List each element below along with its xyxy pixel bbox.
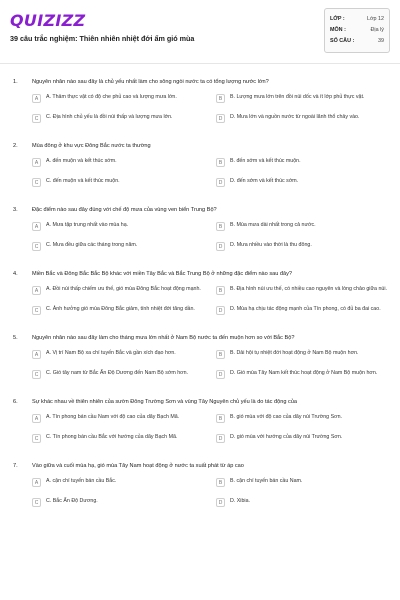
option-text: B. Dải hội tụ nhiệt đới hoạt động ở Nam Bộ muộn hơn. (230, 350, 359, 356)
info-value: Địa lý (370, 27, 384, 33)
document-title: 39 câu trắc nghiệm: Thiên nhiên nhiệt đới ẩm gió mùa (10, 34, 195, 43)
question-header (10, 398, 390, 406)
answer-option[interactable] (32, 114, 206, 128)
question-text: Vào giữa và cuối mùa hạ, gió mùa Tây Nam hoạt động ở nước ta xuất phát từ áp cao (32, 463, 244, 469)
option-text: B. gió mùa với độ cao của dãy núi Trường Sơn. (230, 414, 343, 420)
answer-option[interactable] (216, 434, 390, 448)
question-header (10, 334, 390, 342)
option-text: C. Địa hình chủ yếu là đồi núi thấp và lượng mưa lớn. (46, 114, 173, 120)
question-item (10, 78, 390, 128)
option-text: B. Địa hình núi ưu thế, có nhiều cao nguyên và lòng chảo giữa núi. (230, 286, 387, 292)
answer-option[interactable] (216, 306, 390, 320)
answer-option[interactable] (32, 350, 206, 364)
question-header (10, 142, 390, 150)
option-letter-box[interactable]: A (32, 350, 41, 359)
question-text: Sự khác nhau về thiên nhiên của sườn Đông Trường Sơn và vùng Tây Nguyên chủ yếu là do tác động của (32, 399, 298, 405)
option-text: C. Bắc Ấn Độ Dương. (46, 498, 98, 504)
option-letter-box[interactable]: B (216, 478, 225, 487)
option-letter-box[interactable]: B (216, 158, 225, 167)
option-text: C. Mưa đều giữa các tháng trong năm. (46, 242, 138, 248)
option-letter-box[interactable]: A (32, 286, 41, 295)
option-text: B. Lượng mưa lớn trên đồi núi dốc và ít lớp phủ thực vật. (230, 94, 365, 100)
option-letter-box[interactable]: C (32, 114, 41, 123)
option-letter-box[interactable]: D (216, 242, 225, 251)
answer-options (10, 350, 390, 384)
answer-option[interactable] (216, 94, 390, 108)
option-letter-box[interactable]: D (216, 370, 225, 379)
question-number: 5. (13, 335, 18, 341)
info-row-subject (330, 27, 384, 34)
answer-option[interactable] (32, 414, 206, 428)
answer-option[interactable] (32, 242, 206, 256)
option-letter-box[interactable]: D (216, 114, 225, 123)
option-text: B. Mùa mưa dài nhất trong cả nước. (230, 222, 316, 228)
answer-option[interactable] (216, 222, 390, 236)
option-letter-box[interactable]: C (32, 370, 41, 379)
question-number: 4. (13, 271, 18, 277)
question-item (10, 206, 390, 256)
answer-option[interactable] (216, 242, 390, 256)
option-letter-box[interactable]: D (216, 498, 225, 507)
option-text: A. Tín phong bán cầu Nam với độ cao của dãy Bạch Mã. (46, 414, 180, 420)
answer-option[interactable] (32, 306, 206, 320)
option-text: B. cận chí tuyến bán cầu Nam. (230, 478, 303, 484)
question-item (10, 334, 390, 384)
option-letter-box[interactable]: C (32, 306, 41, 315)
option-letter-box[interactable]: D (216, 306, 225, 315)
answer-options (10, 158, 390, 192)
option-text: A. Vị trí Nam Bộ xa chí tuyến Bắc và gần xích đạo hơn. (46, 350, 176, 356)
option-letter-box[interactable]: C (32, 434, 41, 443)
info-label: SỐ CÂU : (330, 38, 355, 44)
info-box (324, 8, 390, 53)
question-text: Nguyên nhân nào sau đây là chủ yếu nhất làm cho sông ngòi nước ta có tổng lượng nước lớn? (32, 79, 269, 85)
info-label: MÔN : (330, 27, 346, 33)
question-number: 2. (13, 143, 18, 149)
answer-option[interactable] (216, 350, 390, 364)
answer-options (10, 478, 390, 512)
header-divider (0, 63, 400, 64)
question-header (10, 462, 390, 470)
answer-option[interactable] (216, 414, 390, 428)
option-text: A. Thảm thực vật có độ che phủ cao và lượng mưa lớn. (46, 94, 177, 100)
question-header (10, 206, 390, 214)
question-number: 7. (13, 463, 18, 469)
question-text: Đặc điểm nào sau đây đúng với chế độ mưa của vùng ven biển Trung Bộ? (32, 207, 217, 213)
info-row-grade (330, 16, 384, 23)
option-letter-box[interactable]: A (32, 222, 41, 231)
option-text: D. Mưa lớn và nguồn nước từ ngoài lãnh thổ chảy vào. (230, 114, 360, 120)
answer-option[interactable] (32, 222, 206, 236)
answer-option[interactable] (216, 478, 390, 492)
option-text: D. Xibia. (230, 498, 251, 504)
header-left (10, 8, 194, 43)
answer-options (10, 414, 390, 448)
option-text: D. Mùa hạ chịu tác động mạnh của Tín phong, có đủ ba đai cao. (230, 306, 381, 312)
option-letter-box[interactable]: A (32, 94, 41, 103)
answer-options (10, 286, 390, 320)
option-text: C. đến muộn và kết thúc muộn. (46, 178, 120, 184)
option-letter-box[interactable]: A (32, 414, 41, 423)
option-letter-box[interactable]: C (32, 242, 41, 251)
answer-option[interactable] (32, 158, 206, 172)
answer-option[interactable] (32, 434, 206, 448)
option-letter-box[interactable]: A (32, 478, 41, 487)
question-item (10, 142, 390, 192)
question-number: 1. (13, 79, 18, 85)
question-number: 6. (13, 399, 18, 405)
option-letter-box[interactable]: B (216, 94, 225, 103)
option-letter-box[interactable]: D (216, 178, 225, 187)
option-text: C. Gió tây nam từ Bắc Ấn Độ Dương đến Nam Bộ sớm hơn. (46, 370, 189, 376)
worksheet-header (10, 8, 390, 53)
answer-option[interactable] (216, 178, 390, 192)
answer-option[interactable] (216, 286, 390, 300)
answer-option[interactable] (32, 478, 206, 492)
info-row-question-count (330, 38, 384, 45)
option-letter-box[interactable]: B (216, 350, 225, 359)
info-value: Lớp 12 (366, 16, 384, 22)
option-text: B. đến sớm và kết thúc muộn. (230, 158, 301, 164)
quizizz-logo: QUIZIZZ (10, 11, 86, 30)
info-value: 39 (378, 38, 384, 44)
answer-option[interactable] (32, 94, 206, 108)
answer-option[interactable] (32, 370, 206, 384)
option-letter-box[interactable]: C (32, 178, 41, 187)
question-header (10, 78, 390, 86)
answer-option[interactable] (32, 498, 206, 512)
question-list (10, 78, 390, 512)
question-item (10, 270, 390, 320)
option-letter-box[interactable]: B (216, 222, 225, 231)
answer-options (10, 94, 390, 128)
question-item (10, 398, 390, 448)
option-letter-box[interactable]: C (32, 498, 41, 507)
question-item (10, 462, 390, 512)
answer-options (10, 222, 390, 256)
question-text: Miền Bắc và Đông Bắc Bắc Bộ khác với miền Tây Bắc và Bắc Trung Bộ ở những đặc điểm nào sau đây? (32, 271, 293, 277)
option-text: A. Mưa tập trung nhất vào mùa hạ. (46, 222, 129, 228)
answer-option[interactable] (216, 114, 390, 128)
option-text: A. Đồi núi thấp chiếm ưu thế, gió mùa Đông Bắc hoạt động mạnh. (46, 286, 201, 292)
answer-option[interactable] (216, 158, 390, 172)
question-text: Nguyên nhân nào sau đây làm cho tháng mưa lớn nhất ở Nam Bộ nước ta đến muộn hơn so với Bắc Bộ? (32, 335, 295, 341)
option-letter-box[interactable]: B (216, 286, 225, 295)
answer-option[interactable] (32, 286, 206, 300)
option-text: D. Gió mùa Tây Nam kết thúc hoạt động ở Nam Bộ muộn hơn. (230, 370, 378, 376)
option-text: C. Tín phong bán cầu Bắc với hướng của dãy Bạch Mã. (46, 434, 178, 440)
info-label: LỚP : (330, 16, 345, 22)
option-text: A. cận chí tuyến bán cầu Bắc. (46, 478, 117, 484)
answer-option[interactable] (32, 178, 206, 192)
option-letter-box[interactable]: D (216, 434, 225, 443)
option-letter-box[interactable]: B (216, 414, 225, 423)
option-text: C. Ảnh hưởng gió mùa Đông Bắc giảm, tính nhiệt đới tăng dần. (46, 306, 195, 312)
question-text: Mùa đông ở khu vực Đông Bắc nước ta thường (32, 143, 151, 149)
option-text: D. gió mùa với hướng của dãy núi Trường Sơn. (230, 434, 343, 440)
answer-option[interactable] (216, 370, 390, 384)
option-text: A. đến muộn và kết thúc sớm. (46, 158, 117, 164)
question-header (10, 270, 390, 278)
question-number: 3. (13, 207, 18, 213)
option-text: D. Mưa nhiều vào thời là thu đông. (230, 242, 312, 248)
answer-option[interactable] (216, 498, 390, 512)
option-letter-box[interactable]: A (32, 158, 41, 167)
option-text: D. đến sớm và kết thúc sớm. (230, 178, 299, 184)
